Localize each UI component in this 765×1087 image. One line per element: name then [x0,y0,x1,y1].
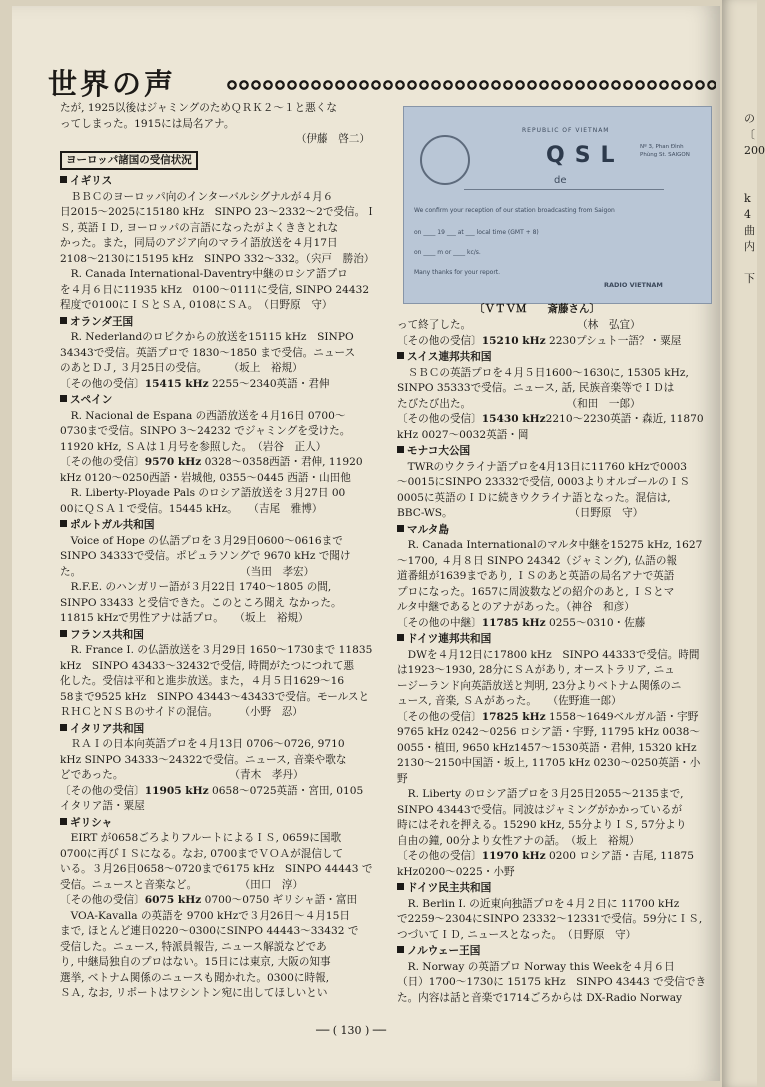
text-line: SINPO 43443で受信。同波はジャミングがかかっているが [397,803,683,816]
text-line: kHz SINPO 43433～32432で受信, 時間がたつにつれて悪 [60,659,354,672]
square-bullet-icon [397,352,404,359]
text-line: 9765 kHz 0242～0256 ロシア語・宇野, 11795 kHz 0038～ [397,726,700,738]
text-line: TWRのウクライナ語プロを4月13日に11760 kHzで0003 [397,460,688,473]
text-line: まで, ほとんど連日0220～0300にSINPO 44443～33432 で [60,925,359,937]
text-line: で2259～2304にSINPO 23332～12331で受信。59分にＩＳ, [397,913,703,925]
square-bullet-icon [60,317,67,324]
country-heading [60,393,370,409]
country-heading [397,881,709,897]
country-heading [60,315,370,331]
text-line: EIRT が0658ごろよりフルートによるＩＳ, 0659に国歌 [60,832,342,844]
text-line: 野 [397,772,408,785]
edge-text-fragment: 下 [744,272,755,285]
text-line: 〔その他の受信〕15430 kHz2210～2230英語・森近, 11870 [397,413,704,425]
text-line: ュース, 音楽, ＳＡがあった。 （佐野進一郎） [397,695,622,707]
country-heading [397,444,709,460]
country-name: スイス連邦共和国 [407,351,492,363]
text-line: R. France I. の仏語放送を３月29日 1650～1730まで 11835 [60,644,373,656]
text-line: 程度で0100にＩＳとＳＡ, 0108にＳＡ。 （日野原 守） [60,299,333,311]
text-line: 日2015～2025に15180 kHz SINPO 23～2332～2で受信。Ｉ [60,206,376,218]
edge-text-fragment: 4 [744,208,751,221]
country-heading [397,523,709,539]
text-line: ～0015にSINPO 23332で受信, 0003よりオルゴールのＩＳ [397,476,690,488]
square-bullet-icon [397,446,404,453]
text-line: （日）1700～1730に 15175 kHz SINPO 43443 で受信でき [397,976,707,988]
text-line: DWを４月12日に17800 kHz SINPO 44333で受信。時間 [397,648,700,661]
edge-text-fragment: k [744,192,751,205]
text-line: 〔その他の受信〕17825 kHz 1558～1649ベルガル語・宇野 [397,710,699,723]
page-title: 世界の声 [48,67,177,101]
text-line: 〔その他の受信〕9570 kHz 0328～0358西語・君伸, 11920 [60,456,363,468]
text-line: SINPO 33433 と受信できた。このところ聞え なかった。 [60,596,342,609]
left-column [60,101,376,1002]
text-line: 受信した。ニュース, 特派員報告, ニュース解説などであ [60,940,327,953]
text-line: R. Canada Internationalのマルタ中継を15275 kHz, 1627 [397,539,703,551]
country-name: イタリア共和国 [70,722,145,735]
text-line: kHz 0120～0250西語・岩城他, 0355～0445 西語・山田他 [60,471,351,484]
qsl-line1: We confirm your reception of our station broadcasting from Saigon [414,207,615,214]
square-bullet-icon [60,395,67,402]
text-line: 11920 kHz, ＳＡは１月号を参照した。 （岩谷 正人） [60,440,327,453]
text-line: VOA-Kavalla の英語を 9700 kHzで３月26日～４月15日 [60,909,350,922]
qsl-underline [464,189,664,190]
country-name: モナコ大公国 [407,445,471,457]
edge-text-fragment: 200 [744,144,765,157]
qsl-line3: on ____ m or ____ kc/s. [414,249,481,256]
text-line: 時にはそれを押える。15290 kHz, 55分よりＩＳ, 57分より [397,819,687,831]
qsl-signature: RADIO VIETNAM [604,281,663,289]
text-line: R. Liberty のロシア語プロを３月25日2055～2135まで, [397,788,684,800]
country-name: スペイン [70,394,113,406]
text-line: ってしまった。1915には局名アナ。 [60,117,235,130]
text-line: R.F.E. のハンガリー語が３月22日 1740～1805 の間, [60,581,332,593]
country-name: フランス共和国 [70,628,144,641]
text-line: 2130～2150中国語・坂上, 11705 kHz 0230～0250英語・小 [397,757,701,769]
country-name: マルタ島 [407,523,449,536]
text-line: って終了した。 （林 弘宜） [397,319,641,331]
text-line: ＲＡＩの日本向英語プロを４月13日 0706～0726, 9710 [60,738,345,750]
country-name: ドイツ民主共和国 [407,882,492,894]
text-line: 58まで9525 kHz SINPO 43443～43433で受信。モールスと [60,690,370,703]
text-line: 選挙, ベトナム関係のニュースも聞かれた。0300に時報, [60,971,330,984]
text-line: かった。また，同局のアジア向のマライ語放送を４月17日 [60,237,338,249]
text-line: 自由の鐘, 00分より女性アナの話。 （坂上 裕規） [397,834,640,847]
text-line: イタリア語・粟屋 [60,800,145,812]
right-column [397,318,709,1006]
page-number: ── ( 130 ) ── [316,1024,387,1037]
intro-signature: （伊藤 啓二） [295,133,370,145]
text-line: ＢＢＣのヨーロッパ向のインターバルシグナルが４月６ [60,190,334,203]
text-line: SINPO 35333で受信。ニュース, 話, 民族音楽等でＩＤは [397,382,675,394]
text-line: 〔その他の受信〕15415 kHz 2255～2340英語・君伸 [60,377,330,390]
country-heading [397,944,709,960]
qsl-address: Nº 3, Phan Đình Phùng St. SAIGON [640,144,690,158]
text-line: どであった。 （青木 孝丹） [60,769,304,781]
text-line: R. Nederlandのロビクからの放送を15115 kHz SINPO [60,331,354,343]
next-page-edge [722,0,765,1087]
text-line: 受信。ニュースと音楽など。 （田口 淳） [60,878,304,891]
text-line: 11815 kHzで男性アナは話プロ。 （坂上 裕規） [60,612,309,624]
square-bullet-icon [60,724,67,731]
edge-text-fragment: 内 [744,240,755,253]
country-heading [60,816,370,832]
edge-text-fragment: の [744,112,755,125]
qsl-de: de [554,175,567,186]
text-line: 〔その他の受信〕15210 kHz 2230プシュト一語？・粟屋 [397,334,682,347]
text-line: を４月６日に11935 kHz 0100～0111に受信, SINPO 24432 [60,283,370,296]
country-name: ポルトガル共和国 [70,519,155,531]
text-line: り, 中継局独自のプロはない。15日には東京, 大阪の知事 [60,956,331,968]
qsl-caption: 〔ＶＴＶＭ 斎藤さん〕 [474,303,600,315]
country-heading [60,174,370,190]
text-line: たびたび出た。 （和田 一郎） [397,397,641,410]
text-line: SINPO 34333で受信。ポピュラソングで 9670 kHz で聞け [60,550,351,562]
text-line: Voice of Hope の仏語プロを３月29日0600～0616まで [60,534,343,547]
text-line: は1923～1930, 28分にＳＡがあり, オーストラリア, ニュ [397,664,675,676]
section-box-heading: ヨーロッパ諸国の受信状況 [60,151,198,171]
text-line: つづいてＩＤ, ニュースとなった。 （日野原 守） [397,928,637,941]
square-bullet-icon [397,883,404,890]
text-line: R. Berlin I. の近東向独語プロを４月２日に 11700 kHz [397,897,680,910]
edge-text-fragment: 曲 [744,224,755,237]
qsl-call: QSL [546,143,625,168]
qsl-republic: REPUBLIC OF VIETNAM [522,127,610,134]
square-bullet-icon [60,176,67,183]
text-line: のあとＤＪ, ３月25日の受信。 （坂上 裕規） [60,362,303,374]
radio-vietnam-logo-icon [420,135,470,185]
text-line: ージーランド向英語放送と判明, 23分よりベトナム関係のニ [397,679,682,692]
square-bullet-icon [60,630,67,637]
text-line: た。 （当田 孝宏） [60,565,315,578]
text-line: 化した。受信は平和と進歩放送。また，４月５日1629～16 [60,675,345,687]
text-line: 道番組が1639まであり, ＩＳのあと英語の局名アナで英語 [397,570,675,582]
text-line: kHz SINPO 34333～24322で受信。ニュース, 音楽や歌な [60,753,347,766]
text-line: ＲＨＣとＮＳＢのサイドの混信。 （小野 忍） [60,706,303,718]
country-heading [397,632,709,648]
square-bullet-icon [60,520,67,527]
country-heading [60,518,370,534]
country-name: ドイツ連邦共和国 [407,633,492,645]
country-name: オランダ王国 [70,315,134,328]
text-line: た。内容は話と音楽で1714ごろからは DX-Radio Norway [397,991,683,1004]
text-line: Ｓ, 英語ＩＤ, ヨーロッパの言語になったがよくききとれな [60,221,339,234]
decorative-header-band [226,76,716,94]
text-line: 2108～2130に15195 kHz SINPO 332～332。（宍戸 勝治） [60,252,375,265]
text-line: R. Canada International-Daventry中継のロシア語プロ [60,268,348,280]
country-heading [60,722,370,738]
text-line: 00にＱＳＡ１で受信。15445 kHz。 （吉尾 雅博） [60,502,323,515]
square-bullet-icon [397,525,404,532]
text-line: R. Liberty-Ployade Pals のロシア語放送を３月27日 00 [60,487,346,499]
qsl-line4: Many thanks for your report. [414,269,501,276]
qsl-card-image [403,106,712,304]
text-line: R. Nacional de Espana の西語放送を４月16日 0700～ [60,409,346,422]
country-name: イギリス [70,175,113,187]
edge-text-fragment: 〔 [744,128,755,141]
square-bullet-icon [60,818,67,825]
text-line: 0730まで受信。SINPO 3～24232 でジャミングを受けた。 [60,425,351,437]
text-line: 〔その他の受信〕11905 kHz 0658～0725英語・宮田, 0105 [60,784,364,797]
country-heading [60,628,370,644]
country-name: ギリシャ [70,816,113,829]
country-name: ノルウェー王国 [407,945,481,957]
text-line: BBC-WS。 （日野原 守） [397,507,644,519]
text-line: ルタ中継であるとのアナがあった。（神谷 和彦） [397,601,635,613]
text-line: ～1700, ４月８日 SINPO 24342（ジャミング), 仏語の報 [397,554,678,567]
text-line: 〔その他の中継〕11785 kHz 0255～0310・佐藤 [397,616,646,629]
country-heading [397,350,709,366]
text-line: 0700に再びＩＳになる。なお, 0700までＶＯＡが混信して [60,847,344,860]
text-line: kHz0200～0225・小野 [397,865,515,878]
text-line: プロになった。1657に周波数などの紹介のあと, ＩＳとマ [397,585,675,598]
text-line: いる。３月26日0658～0720まで6175 kHz SINPO 44443 で [60,863,373,875]
text-line: 0055・植田, 9650 kHz1457～1530英語・君伸, 15320 kHz [397,741,697,754]
square-bullet-icon [397,946,404,953]
qsl-line2: on ____ 19 ___ at ___ local time (GMT + 8) [414,229,539,236]
text-line: 〔その他の受信〕11970 kHz 0200 ロシア語・吉尾, 11875 [397,850,694,862]
text-line: 34343で受信。英語プロで 1830～1850 まで受信。ニュース [60,346,356,359]
text-line: ＳＢＣの英語プロを４月５日1600～1630に, 15305 kHz, [397,366,689,379]
text-line: ＳＡ, なお, リポートはワシントン宛に出してほしいとい [60,987,328,999]
text-line: 0005に英語のＩＤに続きウクライナ語となった。混信は, [397,491,671,504]
text-line: R. Norway の英語プロ Norway this Weekを４月６日 [397,960,675,973]
text-line: kHz 0027～0032英語・岡 [397,428,529,441]
text-line: 〔その他の受信〕6075 kHz 0700～0750 ギリシャ語・富田 [60,894,358,906]
text-line: たが, 1925以後はジャミングのためＱＲＫ２～１と悪くな [60,102,337,114]
square-bullet-icon [397,634,404,641]
